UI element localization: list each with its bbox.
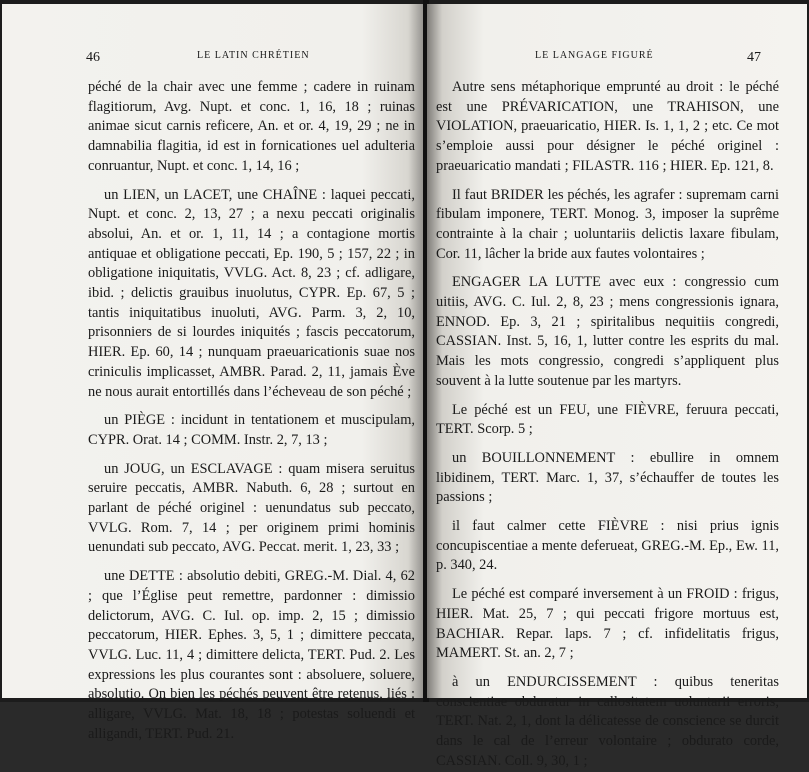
page-number: 46 <box>86 50 100 65</box>
right-page <box>427 4 807 769</box>
paragraph: Il faut BRIDER les péchés, les agrafer : supremam carni fibulam imponere, TERT. Monog. 3, imposer la suprême contrainte à la chair ; uoluntariis delictis laxare fibulam, Cor. 11, lâcher la bride aux fautes volontaires ; <box>436 186 779 262</box>
running-head: LE LATIN CHRÉTIEN <box>197 50 310 61</box>
page-number: 47 <box>747 50 761 65</box>
paragraph: un BOUILLONNEMENT : ebullire in omnem libidinem, TERT. Marc. 1, 37, s’échauffer de toutes les passions ; <box>436 449 779 506</box>
paragraph: Le péché est comparé inversement à un FROID : frigus, HIER. Mat. 25, 7 ; qui peccati frigore mortuus est, BACHIAR. Repar. laps. 7 ; cf. infidelitatis frigus, MAMERT. St. an. 2, 7 ; <box>436 586 779 662</box>
paragraph: un LIEN, un LACET, une CHAÎNE : laquei peccati, Nupt. et conc. 2, 13, 27 ; a nexu peccati originalis absolui, An. et or. 1, 11, 14 ; a contagione mortis antiquae et obligatione peccati, Ep. 190, 5 ; 157, 22 ; in obligatione iniquitatis, VVLG. Act. 8, 23 ; cf. adligare, ibid. ; delictis grauibus inuolutus, CYPR. Ep. 67, 5 ; tantis iniquitatibus inuoluti, AVG. Parm. 3, 2, 10, prisonniers de si lourdes iniquités ; fascis peccatorum, HIER. Ep. 60, 14 ; nunquam praeuaricationis suae nos criniculis implicasset, AMBR. Parad. 2, 11, jamais Ève ne nous aurait entortillés dans l’écheveau de son péché ; <box>88 186 415 400</box>
page-text <box>436 78 779 772</box>
paragraph: Autre sens métaphorique emprunté au droit : le péché est une PRÉVARICATION, une TRAHISON, une VIOLATION, praeuaricatio, HIER. Is. 1, 1, 2 ; etc. Ce mot s’emploie aussi pour désigner le péché originel : praeuaricatio mandati ; FILASTR. 116 ; HIER. Ep. 121, 8. <box>436 79 779 174</box>
paragraph: un JOUG, un ESCLAVAGE : quam misera seruitus seruire peccatis, AMBR. Nabuth. 6, 28 ; surtout en parlant de péché originel : uenundatus sub peccato, VVLG. Rom. 7, 14 ; per originem primi hominis uenundati sub peccato, AVG. Peccat. merit. 1, 23, 33 ; <box>88 460 415 556</box>
paragraph: une DETTE : absolutio debiti, GREG.-M. Dial. 4, 62 ; que l’Église peut remettre, pardonner : dimissio delictorum, AVG. C. Iul. op. imp. 2, 15 ; dimissio peccatorum, HIER. Ephes. 3, 5, 1 ; dimittere peccata, VVLG. Luc. 11, 4 ; dimittere delicta, TERT. Pud. 2. Les expressions les plus courantes sont : absoluere, soluere, absolutio. On bien les péchés peuvent être retenus, liés : alligare, VVLG. Mat. 18, 18 ; potestas soluendi et alligandi, TERT. Pud. 21. <box>88 568 415 742</box>
paragraph: un PIÈGE : incidunt in tentationem et muscipulam, CYPR. Orat. 14 ; COMM. Instr. 2, 7, 13 ; <box>88 412 415 448</box>
paragraph: ENGAGER LA LUTTE avec eux : congressio cum uitiis, AVG. C. Iul. 2, 8, 23 ; mens congressionis ignara, ENNOD. Ep. 3, 21 ; spiritalibus nequitiis congredi, CASSIAN. Inst. 5, 16, 1, lutter contre les esprits du mal. Mais les mots congressio, congredi s’appliquent plus souvent à la lutte soutenue par les martyrs. <box>436 274 779 389</box>
paragraph: péché de la chair avec une femme ; cadere in ruinam flagitiorum, Avg. Nupt. et conc. 1, 16, 18 ; ruinas animae sicut carnis reficere, An. et or. 4, 19, 29 ; ne in damnabilia flagitia, id est in fornicationes uel adulteria conruantur, Nupt. et conc. 1, 14, 16 ; <box>88 79 415 174</box>
running-head: LE LANGAGE FIGURÉ <box>535 50 654 61</box>
page-text <box>88 78 415 745</box>
paragraph: à un ENDURCISSEMENT : quibus teneritas conscientiae obduratur in callositatem uoluntarii erroris, TERT. Nat. 2, 1, dont la délicatesse de conscience se durcit dans le cal de l’erreur volontaire ; obdurato corde, CASSIAN. Coll. 9, 30, 1 ; <box>436 673 779 769</box>
left-page <box>2 4 425 742</box>
paragraph: Le péché est un FEU, une FIÈVRE, feruura peccati, TERT. Scorp. 5 ; <box>436 401 779 438</box>
paragraph: il faut calmer cette FIÈVRE : nisi prius ignis concupiscentiae a mente deferueat, GREG.-M. Ep., Ew. 11, p. 340, 24. <box>436 518 779 574</box>
